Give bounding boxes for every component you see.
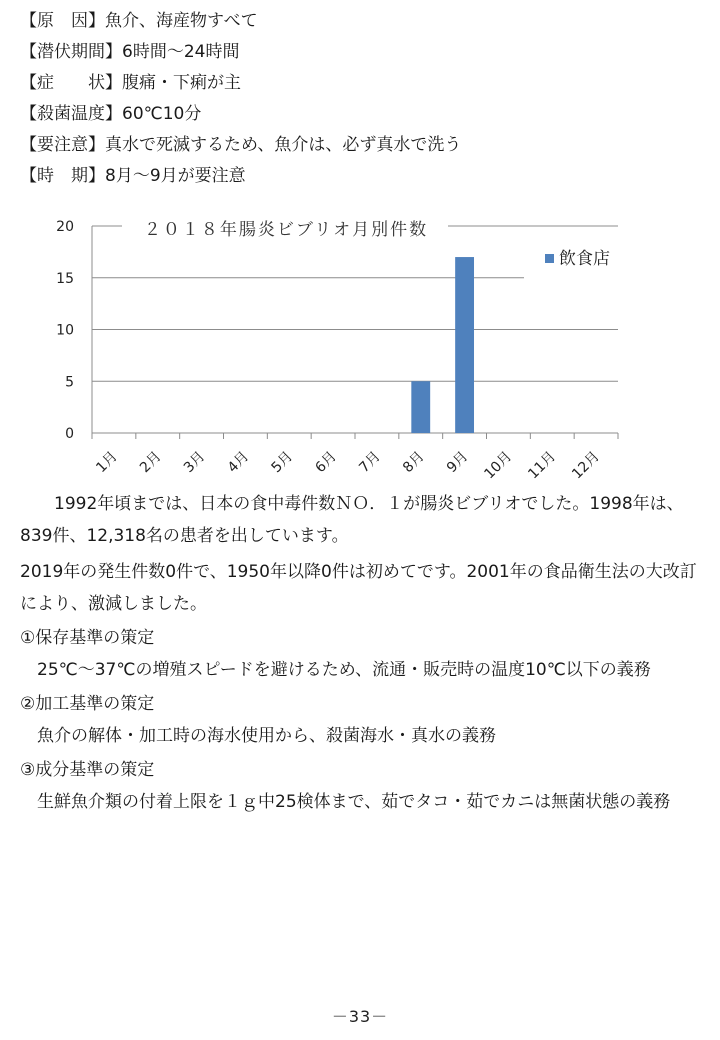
facts-list	[20, 6, 710, 192]
storage-standard-heading: ①保存基準の策定	[20, 628, 155, 648]
bar-8月	[411, 381, 430, 433]
x-tick-label: 11月	[525, 448, 560, 483]
x-tick-label: 4月	[224, 448, 253, 477]
storage-standard-text: 25℃～37℃の増殖スピードを避けるため、流通・販売時の温度10℃以下の義務	[37, 660, 651, 680]
y-tick-label: 20	[56, 219, 74, 235]
x-tick-label: 1月	[93, 448, 121, 477]
bar-9月	[455, 257, 474, 433]
x-tick-label: 7月	[356, 448, 384, 477]
x-tick-label: 5月	[268, 448, 297, 477]
x-tick-label: 9月	[443, 448, 472, 477]
y-tick-label: 0	[65, 426, 74, 442]
y-tick-label: 5	[65, 374, 74, 391]
x-tick-label: 2月	[137, 448, 165, 477]
monthly-cases-chart	[40, 206, 660, 486]
composition-standard-heading: ③成分基準の策定	[20, 760, 155, 780]
composition-standard-text: 生鮮魚介類の付着上限を１ｇ中25検体まで、茹でタコ・茹でカニは無菌状態の義務	[37, 792, 671, 812]
chart-svg	[40, 206, 660, 486]
page-number: －33－	[331, 1007, 389, 1026]
processing-standard-text: 魚介の解体・加工時の海水使用から、殺菌海水・真水の義務	[37, 726, 496, 746]
fact-cause: 【原 因】魚介、海産物すべて	[20, 11, 258, 31]
x-tick-label: 8月	[400, 448, 428, 477]
legend-swatch	[545, 254, 554, 263]
body-text	[20, 488, 710, 818]
fact-symptoms: 【症 状】腹痛・下痢が主	[20, 73, 241, 93]
fact-season: 【時 期】8月～9月が要注意	[20, 166, 246, 186]
chart-title: ２０１８年腸炎ビブリオ月別件数	[143, 220, 429, 240]
fact-sterilization: 【殺菌温度】60℃10分	[20, 104, 202, 124]
recent-paragraph: 2019年の発生件数0件で、1950年以降0件は初めてです。2001年の食品衛生法の大改訂により、激減しました。	[20, 562, 697, 614]
fact-incubation: 【潜伏期間】6時間～24時間	[20, 42, 240, 62]
history-paragraph: 1992年頃までは、日本の食中毒件数ＮＯ．１が腸炎ビブリオでした。1998年は、839件、12,318名の患者を出しています。	[20, 494, 684, 546]
x-tick-label: 10月	[481, 448, 516, 483]
y-tick-label: 15	[56, 270, 74, 287]
fact-caution: 【要注意】真水で死滅するため、魚介は、必ず真水で洗う	[20, 135, 462, 155]
y-tick-label: 10	[56, 322, 74, 339]
x-tick-label: 12月	[569, 448, 603, 483]
x-tick-label: 6月	[312, 448, 340, 477]
legend-label: 飲食店	[559, 249, 610, 269]
x-tick-label: 3月	[180, 448, 209, 477]
processing-standard-heading: ②加工基準の策定	[20, 694, 155, 714]
